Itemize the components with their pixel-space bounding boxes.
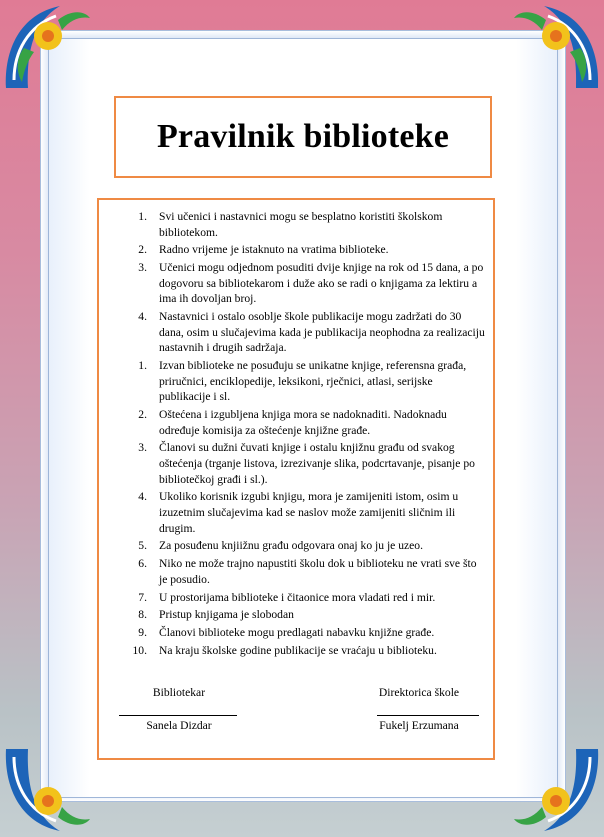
rule-number: 8. — [138, 608, 147, 622]
rule-text: Učenici mogu odjednom posuditi dvije knjige na rok od 15 dana, a po dogovoru sa bibliotekarom i duže ako se radi o knjigama za lektiru a ima ih dovoljan broj. — [159, 261, 484, 306]
rule-text: Izvan biblioteke ne posuđuju se unikatne knjige, referensna građa, priručnici, enciklopedije, leksikoni, rječnici, atlasi, serijske publikacije i sl. — [159, 359, 467, 404]
list-item — [99, 309, 487, 356]
page-title: Pravilnik biblioteke — [156, 118, 450, 155]
list-item — [99, 625, 487, 641]
signature-director — [359, 686, 479, 732]
rule-number: 3. — [138, 441, 147, 455]
rule-text: Članovi su dužni čuvati knjige i ostalu knjižnu građu od svakog oštećenja (trganje listova, izrezivanje slika, podcrtavanje, pisanje po bibliotečkoj građi i sl.). — [159, 441, 475, 486]
rule-number: 7. — [138, 590, 147, 604]
list-item — [99, 242, 487, 258]
rule-text: U prostorijama biblioteke i čitaonice mora vladati red i mir. — [159, 590, 436, 604]
rule-number: 6. — [138, 557, 147, 571]
list-item — [99, 538, 487, 554]
rules-list — [99, 200, 493, 658]
signature-role: Bibliotekar — [152, 686, 206, 699]
signature-librarian — [119, 686, 239, 732]
rule-text: Radno vrijeme je istaknuto na vratima biblioteke. — [159, 243, 389, 257]
signature-role: Direktorica škole — [378, 686, 460, 699]
rule-text: Na kraju školske godine publikacije se vraćaju u biblioteku. — [159, 643, 437, 657]
rule-text: Niko ne može trajno napustiti školu dok u biblioteku ne vrati sve što je posudio. — [159, 557, 477, 586]
title-box — [114, 96, 492, 178]
flower-ornament-icon — [512, 0, 604, 92]
list-item — [99, 260, 487, 307]
rule-text: Ukoliko korisnik izgubi knjigu, mora je zamijeniti istom, osim u izuzetnim slučajevima kad se naslov može zamijeniti sličnim ili drugim. — [159, 490, 459, 535]
rule-number: 3. — [138, 261, 147, 275]
signature-line — [119, 715, 237, 716]
list-item — [99, 209, 487, 240]
rule-number: 1. — [138, 210, 147, 223]
rule-text: Pristup knjigama je slobodan — [159, 608, 294, 622]
rule-number: 5. — [138, 539, 147, 553]
signature-name: Sanela Dizdar — [146, 719, 212, 732]
rule-text: Za posuđenu knjiižnu građu odgovara onaj ko ju je uzeo. — [159, 539, 424, 553]
rules-box — [97, 198, 495, 760]
list-item — [99, 407, 487, 438]
rule-number: 10. — [132, 643, 147, 657]
rule-text: Svi učenici i nastavnici mogu se besplatno koristiti školskom bibliotekom. — [159, 210, 443, 239]
rule-number: 9. — [138, 626, 147, 640]
rule-text: Članovi biblioteke mogu predlagati nabavku knjižne građe. — [159, 626, 435, 640]
rule-number: 1. — [138, 359, 147, 373]
list-item — [99, 643, 487, 659]
signature-line — [377, 715, 479, 716]
list-item — [99, 556, 487, 587]
list-item — [99, 489, 487, 536]
list-item — [99, 440, 487, 487]
rule-number: 2. — [138, 243, 147, 257]
signature-name: Fukelj Erzumana — [379, 719, 459, 732]
list-item — [99, 607, 487, 623]
rule-text: Nastavnici i ostalo osoblje škole publikacije mogu zadržati do 30 dana, osim u slučajevima kada je publikacija neophodna za realizaciju nastavnih i drugih sadržaja. — [159, 310, 485, 355]
rule-number: 4. — [138, 490, 147, 504]
flower-ornament-icon — [0, 745, 92, 837]
list-item — [99, 590, 487, 606]
list-item — [99, 358, 487, 405]
flower-ornament-icon — [0, 0, 92, 92]
rule-number: 2. — [138, 408, 147, 422]
flower-ornament-icon — [512, 745, 604, 837]
rule-number: 4. — [138, 310, 147, 324]
rule-text: Oštećena i izgubljena knjiga mora se nadoknaditi. Nadoknadu određuje komisija za oštećenje knjižne građe. — [159, 408, 447, 437]
